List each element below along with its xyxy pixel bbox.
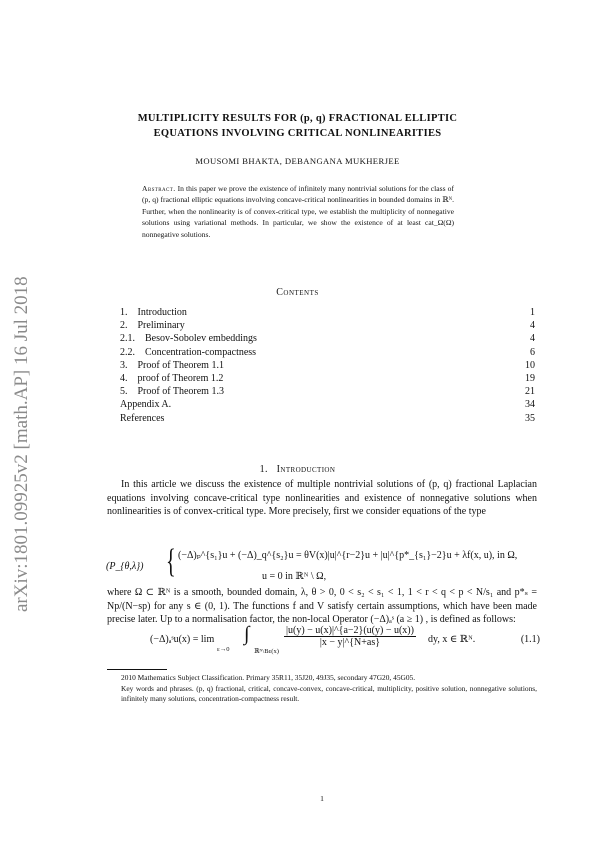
footnote-rule: [107, 669, 167, 670]
arxiv-stamp-text: arXiv:1801.09925v2 [math.AP] 16 Jul 2018: [11, 276, 32, 612]
toc-label: References: [120, 412, 165, 424]
toc-row[interactable]: [120, 372, 535, 385]
toc-row[interactable]: [120, 306, 535, 319]
eq11-numerator: |u(y) − u(x)|^{a−2}(u(y) − u(x)): [286, 625, 414, 636]
eq11-lhs: (−Δ)ₐˢu(x) = lim: [150, 634, 215, 645]
eq11-fraction: [284, 625, 416, 648]
toc-row[interactable]: [120, 412, 535, 425]
contents-heading: Contents: [276, 287, 319, 298]
section-title: Introduction: [276, 464, 336, 475]
eq11-tail: dy, x ∈ ℝᴺ.: [428, 634, 476, 645]
abstract-text: In this paper we prove the existence of infinitely many nontrivial solutions for the class of (p, q) fractional elliptic equations involving concave-critical nonlinearities in bounded domains in ℝᴺ. Further, when the nonlinearity is of convex-critical type, we establish the multiplicity of nonnegative solutions using variational methods. In particular, we show the existence of at least cat_Ω(Ω) nonnegative solutions.: [142, 184, 454, 239]
toc-label: Appendix A.: [120, 399, 172, 411]
abstract-lead: Abstract.: [142, 184, 176, 193]
left-brace-glyph: {: [166, 543, 176, 580]
integral-sign: ∫: [244, 623, 250, 645]
toc-label: 5. Proof of Theorem 1.3: [120, 386, 224, 398]
footnotes: [107, 673, 537, 705]
eq11-number: (1.1): [520, 634, 540, 645]
page-number: 1: [320, 794, 324, 803]
authors: MOUSOMI BHAKTA, DEBANGANA MUKHERJEE: [195, 156, 400, 166]
toc-label: 2. Preliminary: [120, 320, 185, 332]
toc-row[interactable]: [120, 385, 535, 398]
toc-row[interactable]: [120, 332, 535, 345]
equation-line-1: (−Δ)ₚ^{s₁}u + (−Δ)_q^{s₂}u = θV(x)|u|^{r−2}u + |u|^{p*_{s₁}−2}u + λf(x, u), in Ω,: [178, 550, 518, 561]
toc-page: 19: [525, 372, 535, 384]
where-paragraph: where Ω ⊂ ℝᴺ is a smooth, bounded domain, λ, θ > 0, 0 < s₂ < s₁ < 1, 1 < r < q < p < N/s₁ and p*ₛ = Np/(N−sp) for any s ∈ (0, 1). The functions f and V satisfy certain assumptions, which have been made precise later. Up to a normalisation factor, the non-local Operator (−Δ)ₐˢ (a ≥ 1) , is defined as follows:: [107, 587, 537, 626]
toc-label: 2.2. Concentration-compactness: [120, 346, 257, 358]
toc-page: 35: [525, 412, 535, 424]
arxiv-stamp: [2, 160, 36, 620]
table-of-contents: [120, 306, 535, 425]
toc-page: 4: [530, 320, 535, 332]
equation-line-2: u = 0 in ℝᴺ \ Ω,: [262, 571, 327, 582]
intro-paragraph: In this article we discuss the existence of multiple nontrivial solutions of (p, q) fractional Laplacian equations involving concave-critical type nonlinearities and existence of nonnegative solutions when nonlinearities is of convex-critical type. More precisely, first we consider equations of the type: [107, 479, 537, 518]
equation-1-1: [150, 625, 540, 657]
eq11-domain: ℝᴺ\Bε(x): [254, 648, 279, 655]
toc-label: 1. Introduction: [120, 307, 187, 318]
title-line-1: MULTIPLICITY RESULTS FOR (p, q) FRACTIONAL ELLIPTIC: [137, 113, 458, 124]
toc-page: 10: [525, 359, 535, 371]
toc-page: 1: [530, 307, 535, 318]
section-heading: [110, 464, 485, 475]
abstract: [142, 183, 454, 240]
toc-label: 4. proof of Theorem 1.2: [120, 372, 224, 384]
equation-label: (P_{θ,λ}): [106, 561, 144, 572]
toc-page: 21: [525, 386, 535, 398]
toc-label: 3. Proof of Theorem 1.1: [120, 359, 224, 371]
toc-row[interactable]: [120, 398, 535, 411]
toc-row[interactable]: [120, 346, 535, 359]
eq11-limit-sub: ε→0: [217, 646, 230, 653]
footnote-msc: 2010 Mathematics Subject Classification. Primary 35R11, 35J20, 49J35, secondary 47G20, 45G05.: [121, 673, 416, 682]
toc-page: 6: [530, 346, 535, 358]
paper-title: [110, 111, 485, 141]
toc-row[interactable]: [120, 359, 535, 372]
title-line-2: EQUATIONS INVOLVING CRITICAL NONLINEARITIES: [153, 128, 442, 139]
toc-row[interactable]: [120, 319, 535, 332]
toc-page: 4: [530, 333, 535, 345]
toc-label: 2.1. Besov-Sobolev embeddings: [120, 333, 257, 345]
eq11-denominator: |x − y|^{N+as}: [319, 637, 381, 648]
footnote-keywords: Key words and phrases. (p, q) fractional, critical, concave-convex, concave-critical, multiplicity, positive solution, nonnegative solutions, infinitely many solutions, concentration-compactness result.: [121, 683, 537, 704]
section-number: 1.: [259, 464, 268, 475]
toc-page: 34: [525, 399, 535, 411]
